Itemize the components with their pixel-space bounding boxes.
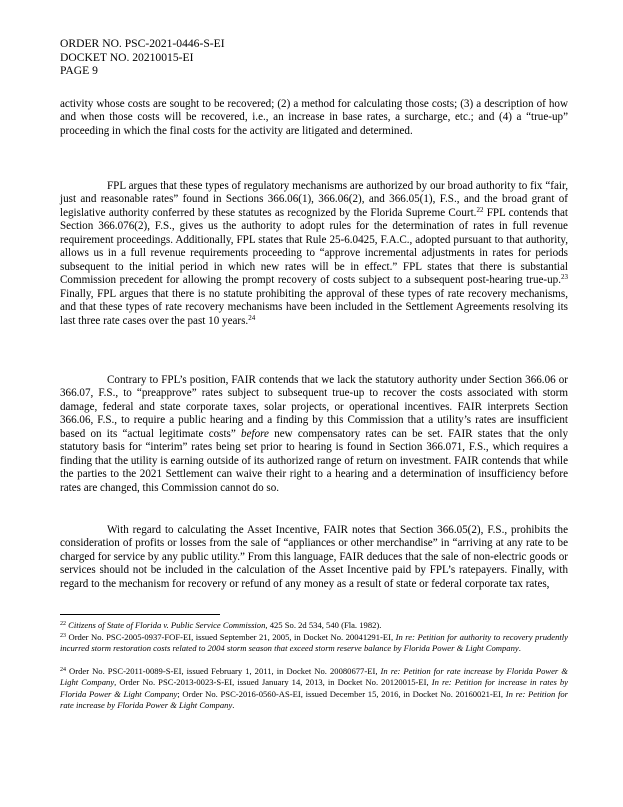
footnote-24-order-1: Order No. PSC-2011-0089-S-EI, issued February 1, 2011, in Docket No. 20080677-EI, (66, 666, 381, 676)
paragraph-2-text-a: FPL argues that these types of regulatory mechanisms are authorized by our broad authority to fix “fair, just and reasonable rates” found in Sections 366.06(1), 366.06(2), and 366.05(1), F.S., and the broad grant of legislative authority conferred by these statutes as recognized by the Florida Supreme Court. (60, 180, 568, 219)
paragraph-asset-incentive (60, 524, 568, 591)
docket-number: DOCKET NO. 20210015-EI (60, 50, 194, 64)
footnote-24-order-2: , Order No. PSC-2013-0023-S-EI, issued January 14, 2013, in Docket No. 20120015-EI, (114, 677, 432, 688)
paragraph-2-text-c: Finally, FPL argues that there is no statute prohibiting the approval of these types of rate recovery mechanisms, and that these types of rate recovery mechanisms have been included in the Settlement Agreements resolving its last three rate cases over the past 10 years. (60, 287, 568, 327)
footnote-22 (60, 620, 568, 631)
page-header (60, 37, 225, 78)
footnote-24-order-3: ; Order No. PSC-2016-0560-AS-EI, issued December 15, 2016, in Docket No. 20160021-EI, (177, 688, 506, 699)
footnote-24-case-1: In re: Petition for rate increase by Florida Power & Light Company (60, 666, 568, 688)
footnote-22-citation: , 425 So. 2d 534, 540 (Fla. 1982). (265, 620, 382, 630)
paragraph-4-text: With regard to calculating the Asset Incentive, FAIR notes that Section 366.05(2), F.S., prohibits the consideration of profits or losses from the sale of “appliances or other merchandise” in “arriving at any rate to be charged for service by any public utility.” From this language, FAIR deduces that the sale of non-electric goods or services should not be included in the calculation of the Asset Incentive paid by FPL’s ratepayers. Finally, with regard to the mechanism for recovery or refund of any money as a result of state or federal corporate tax rates, (60, 524, 568, 590)
paragraph-fpl-argues (60, 180, 568, 328)
footnote-23-case-name: In re: Petition for authority to recovery prudently incurred storm restoration costs related to 2004 storm season that exceed storm reserve balance by Florida Power & Light Company (60, 632, 568, 654)
footnote-24-end: . (232, 699, 235, 710)
footnote-divider (60, 614, 220, 615)
footnote-ref-23: 23 (561, 273, 568, 282)
paragraph-1-text: activity whose costs are sought to be recovered; (2) a method for calculating those costs; (3) a description of how and when those costs will be recovered, i.e., an increase in base rates, a surcharge, etc.; and (4) a “true-up” proceeding in which the final costs for the activity are litigated and determined. (60, 98, 568, 137)
footnote-23-number: 23 (60, 633, 66, 639)
paragraph-3-emphasis: before (241, 427, 269, 440)
order-number: ORDER NO. PSC-2021-0446-S-EI (60, 37, 225, 50)
footnote-22-number: 22 (60, 621, 66, 627)
paragraph-continuation (60, 98, 568, 138)
page-number: PAGE 9 (60, 64, 98, 77)
paragraph-3-text-a: Contrary to FPL’s position, FAIR contends that we lack the statutory authority under Section 366.06 or 366.07, F.S., to “preapprove” rates subject to subsequent true-up to recover the costs associated with storm damage, federal and state corporate taxes, solar projects, or operational incentives. FAIR interprets Section 366.06, F.S., to require a public hearing and a finding by this Commission that a utility’s rates are insufficient based on its “actual legitimate costs” (60, 374, 568, 440)
footnote-ref-24: 24 (248, 313, 256, 322)
footnote-23 (60, 632, 568, 655)
footnote-22-case-name: Citizens of State of Florida v. Public Service Commission (68, 620, 266, 630)
footnote-24 (60, 666, 568, 711)
footnote-23-end: . (518, 643, 521, 654)
paragraph-3-text-b: new compensatory rates can be set. FAIR states that the only statutory basis for “interim” rates being set prior to hearing is found in Section 366.071, F.S., which requires a finding that the utility is earning outside of its authorized range of return on investment. FAIR contends that while the parties to the 2021 Settlement can waive their right to a hearing and a determination of insufficiency before rates are changed, this Commission cannot do so. (60, 427, 568, 494)
footnote-24-case-3: In re: Petition for rate increase by Florida Power & Light Company (60, 688, 568, 710)
footnote-24-number: 24 (60, 667, 66, 673)
paragraph-fair-contends (60, 374, 568, 495)
footnote-ref-22: 22 (476, 205, 484, 214)
footnote-23-order: Order No. PSC-2005-0937-FOF-EI, issued September 21, 2005, in Docket No. 20041291-EI, (66, 632, 396, 642)
footnote-24-case-2: In re: Petition for increase in rates by Florida Power & Light Company (60, 677, 568, 699)
paragraph-2-text-b: FPL contends that Section 366.076(2), F.S., gives us the authority to adopt rules for the determination of rates in full revenue requirement proceedings. Additionally, FPL states that Rule 25-6.0425, F.A.C., adopted pursuant to that authority, allows us in a full revenue requirements proceeding to “approve incremental adjustments in rates for periods subsequent to the initial period in which new rates will be in effect.” FPL states that there is substantial Commission precedent for allowing the prompt recovery of costs subject to a subsequent post-hearing true-up. (60, 206, 568, 287)
